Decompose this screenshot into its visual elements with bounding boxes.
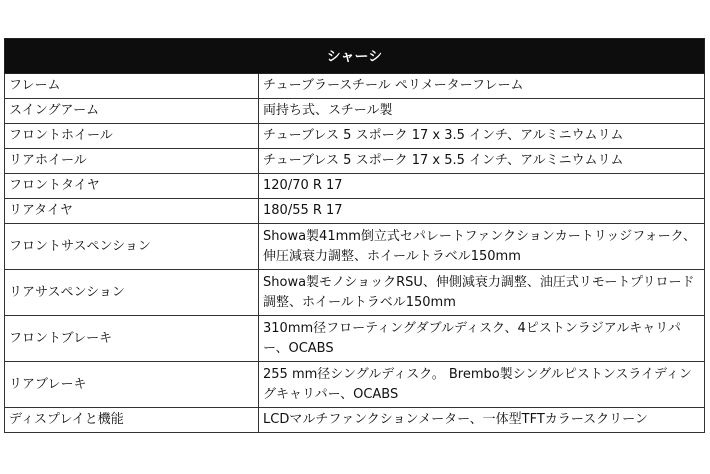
table-row xyxy=(5,174,705,199)
spec-label: リアブレーキ xyxy=(5,362,259,408)
table-row xyxy=(5,362,705,408)
spec-label: フロントサスペンション xyxy=(5,224,259,270)
spec-value: 120/70 R 17 xyxy=(259,174,705,199)
table-header-row xyxy=(5,39,705,74)
table-row xyxy=(5,408,705,433)
spec-value: Showa製41mm倒立式セパレートファンクションカートリッジフォーク、伸圧減衰力調整、ホイールトラベル150mm xyxy=(259,224,705,270)
table-row xyxy=(5,124,705,149)
spec-label: リアタイヤ xyxy=(5,199,259,224)
spec-value: 310mm径フローティングダブルディスク、4ピストンラジアルキャリパー、OCABS xyxy=(259,316,705,362)
spec-value: Showa製モノショックRSU、伸側減衰力調整、油圧式リモートプリロード調整、ホイールトラベル150mm xyxy=(259,270,705,316)
chassis-spec-table xyxy=(4,38,705,433)
table-row xyxy=(5,270,705,316)
spec-label: フロントホイール xyxy=(5,124,259,149)
table-row xyxy=(5,316,705,362)
spec-value: 両持ち式、スチール製 xyxy=(259,99,705,124)
table-row xyxy=(5,74,705,99)
spec-label: フレーム xyxy=(5,74,259,99)
spec-value: チューブラースチール ペリメーターフレーム xyxy=(259,74,705,99)
spec-label: スイングアーム xyxy=(5,99,259,124)
spec-label: ディスプレイと機能 xyxy=(5,408,259,433)
table-header-title: シャーシ xyxy=(5,39,705,74)
spec-value: LCDマルチファンクションメーター、一体型TFTカラースクリーン xyxy=(259,408,705,433)
table-row xyxy=(5,99,705,124)
spec-value: チューブレス 5 スポーク 17 x 5.5 インチ、アルミニウムリム xyxy=(259,149,705,174)
spec-label: リアサスペンション xyxy=(5,270,259,316)
table-row xyxy=(5,199,705,224)
spec-label: リアホイール xyxy=(5,149,259,174)
spec-value: 180/55 R 17 xyxy=(259,199,705,224)
table-row xyxy=(5,149,705,174)
spec-label: フロントブレーキ xyxy=(5,316,259,362)
spec-value: チューブレス 5 スポーク 17 x 3.5 インチ、アルミニウムリム xyxy=(259,124,705,149)
spec-label: フロントタイヤ xyxy=(5,174,259,199)
table-row xyxy=(5,224,705,270)
spec-value: 255 mm径シングルディスク。 Brembo製シングルピストンスライディングキャリパー、OCABS xyxy=(259,362,705,408)
